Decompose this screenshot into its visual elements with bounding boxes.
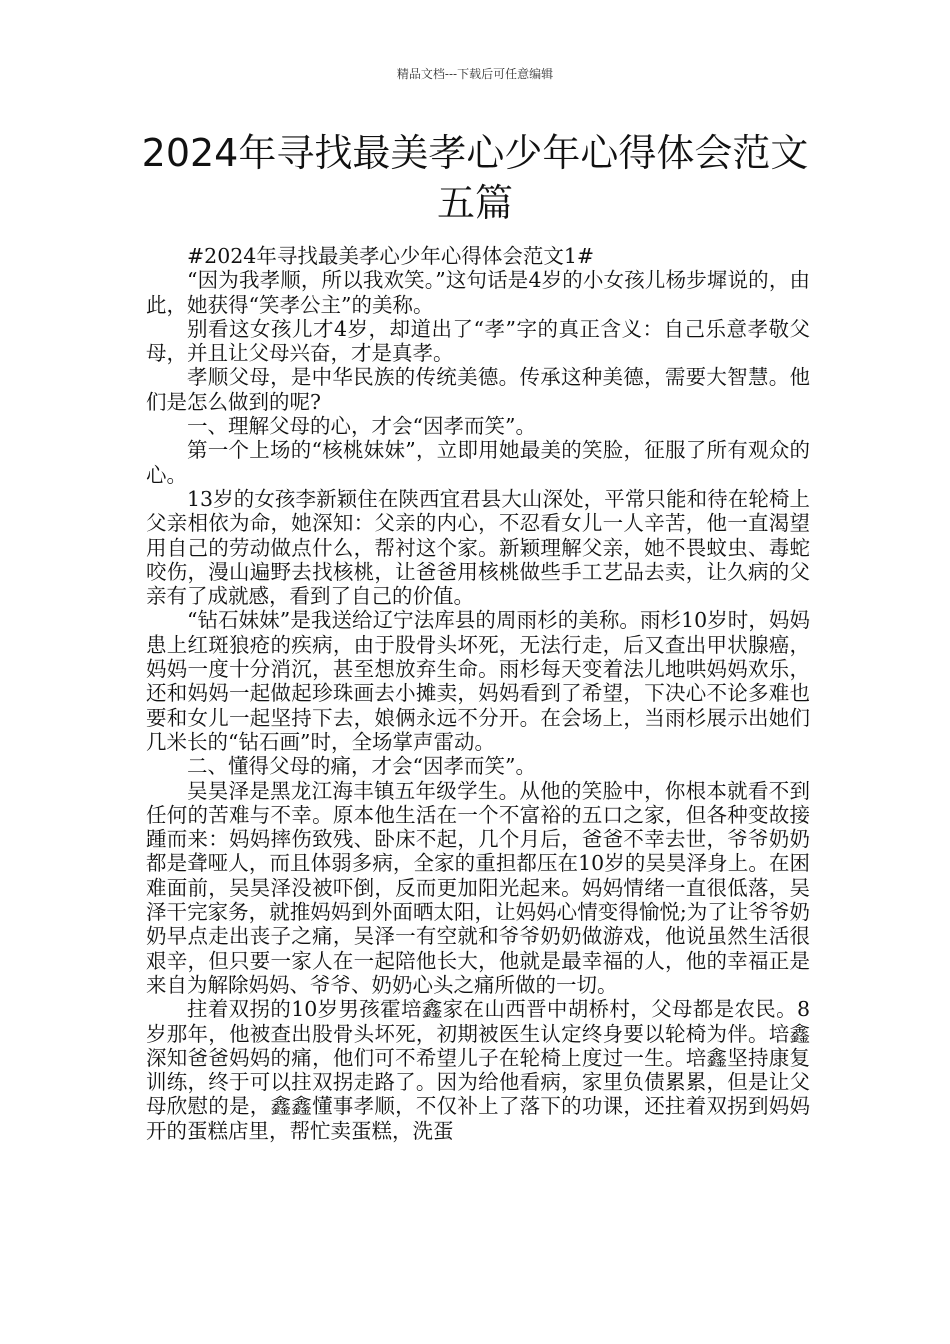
- paragraph: 孝顺父母，是中华民族的传统美德。传承这种美德，需要大智慧。他们是怎么做到的呢?: [146, 365, 810, 414]
- section-heading: 二、懂得父母的痛，才会“因孝而笑”。: [187, 754, 536, 779]
- title-line-2: 五篇: [436, 181, 513, 225]
- document-body: [146, 244, 810, 1143]
- paragraph: #2024年寻找最美孝心少年心得体会范文1#: [187, 244, 595, 268]
- section-heading: 一、理解父母的心，才会“因孝而笑”。: [187, 414, 536, 439]
- paragraph: 别看这女孩儿才4岁，却道出了“孝”字的真正含义：自己乐意孝敬父母，并且让父母兴奋，才是真孝。: [146, 316, 810, 366]
- paragraph: “钻石妹妹”是我送给辽宁法库县的周雨杉的美称。雨杉10岁时，妈妈患上红斑狼疮的疾病，由于股骨头坏死，无法行走，后又查出甲状腺癌，妈妈一度十分消沉，甚至想放弃生命。雨杉每天变着法儿地哄妈妈欢乐，还和妈妈一起做起珍珠画去小摊卖，妈妈看到了希望，下决心不论多难也要和女儿一起坚持下去，娘俩永远不分开。在会场上，当雨杉展示出她们几米长的“钻石画”时，全场掌声雷动。: [146, 608, 810, 754]
- page-header: 精品文档---下载后可任意编辑: [396, 67, 554, 81]
- title-line-1: 2024年寻找最美孝心少年心得体会范文: [141, 131, 809, 175]
- document-title: [100, 128, 850, 228]
- paragraph: “因为我孝顺，所以我欢笑。”这句话是4岁的小女孩儿杨步墀说的，由此，她获得“笑孝公主”的美称。: [146, 268, 810, 317]
- paragraph: 拄着双拐的10岁男孩霍培鑫家在山西晋中胡桥村，父母都是农民。8岁那年，他被查出股骨头坏死，初期被医生认定终身要以轮椅为伴。培鑫深知爸爸妈妈的痛，他们可不希望儿子在轮椅上度过一生。培鑫坚持康复训练，终于可以拄双拐走路了。因为给他看病，家里负债累累，但是让父母欣慰的是，鑫鑫懂事孝顺，不仅补上了落下的功课，还拄着双拐到妈妈开的蛋糕店里，帮忙卖蛋糕，洗蛋: [146, 997, 810, 1143]
- paragraph: 吴昊泽是黑龙江海丰镇五年级学生。从他的笑脸中，你根本就看不到任何的苦难与不幸。原本他生活在一个不富裕的五口之家，但各种变故接踵而来：妈妈摔伤致残、卧床不起，几个月后，爸爸不幸去世，爷爷奶奶都是聋哑人，而且体弱多病，全家的重担都压在10岁的吴昊泽身上。在困难面前，吴昊泽没被吓倒，反而更加阳光起来。妈妈情绪一直很低落，吴泽干完家务，就推妈妈到外面晒太阳，让妈妈心情变得愉悦;为了让爷爷奶奶早点走出丧子之痛，吴泽一有空就和爷爷奶奶做游戏，他说虽然生活很艰辛，但只要一家人在一起陪他长大，他就是最幸福的人，他的幸福正是来自为解除妈妈、爷爷、奶奶心头之痛所做的一切。: [146, 778, 810, 997]
- paragraph: 13岁的女孩李新颖住在陕西宜君县大山深处，平常只能和待在轮椅上父亲相依为命，她深知：父亲的内心，不忍看女儿一人辛苦，他一直渴望用自己的劳动做点什么，帮衬这个家。新颖理解父亲，她不畏蚊虫、毒蛇咬伤，漫山遍野去找核桃，让爸爸用核桃做些手工艺品去卖，让久病的父亲有了成就感，看到了自己的价值。: [146, 486, 810, 609]
- paragraph: 第一个上场的“核桃妹妹”，立即用她最美的笑脸，征服了所有观众的心。: [146, 438, 810, 487]
